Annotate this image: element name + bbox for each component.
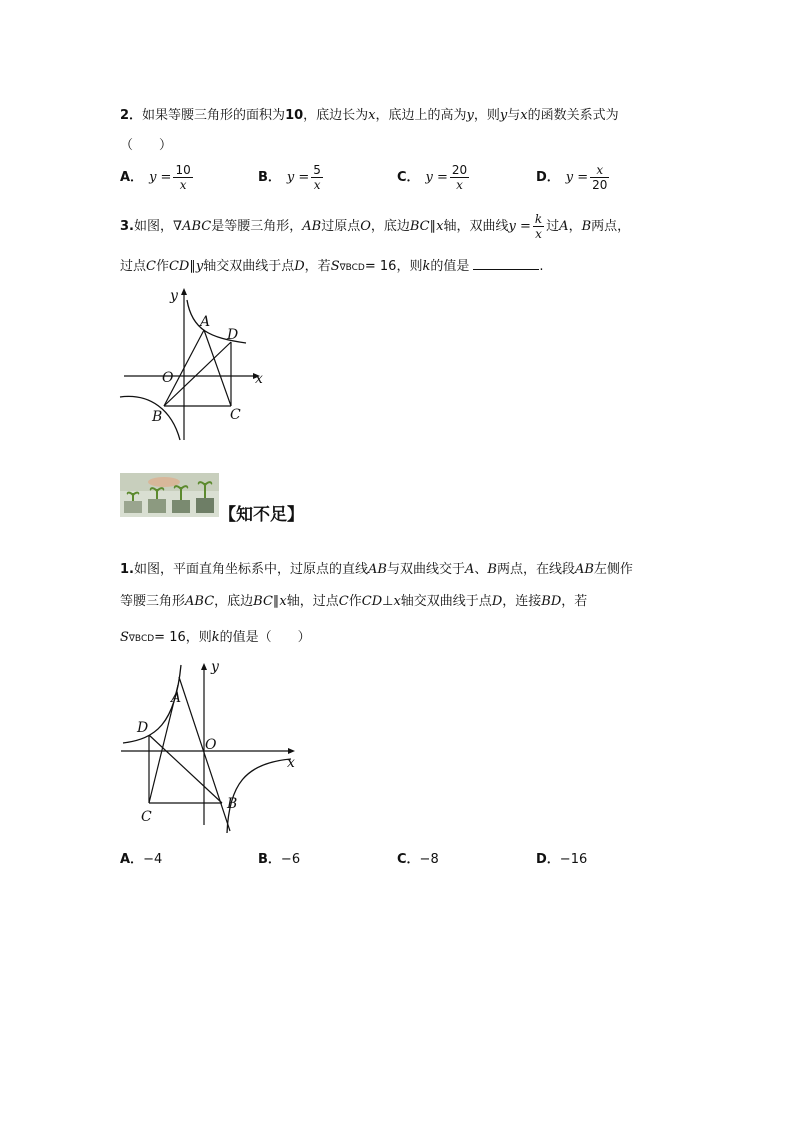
q2-paren: （ ） <box>120 138 173 153</box>
math: D <box>294 259 305 274</box>
math: k <box>211 630 220 645</box>
x-axis-arrow <box>288 748 295 754</box>
label-b: B <box>227 796 238 812</box>
math: D <box>491 594 503 609</box>
denominator: x <box>535 227 542 241</box>
text: 两点，在线段 <box>496 562 575 577</box>
answer-blank[interactable] <box>473 257 539 270</box>
label-d: D <box>227 327 239 343</box>
text: ，若 <box>304 259 331 274</box>
math: O <box>360 219 371 234</box>
y-axis-arrow <box>201 663 207 670</box>
math: AB <box>302 219 322 234</box>
math: CD <box>361 594 383 609</box>
q2-text-f: 的函数关系式为 <box>527 108 619 123</box>
option-label: D． <box>536 170 560 185</box>
q2-text-c: ，底边上的高为 <box>375 108 467 123</box>
math: S <box>330 259 340 274</box>
math: x <box>279 594 287 609</box>
text: 的值是（ ） <box>219 630 311 645</box>
q2-option-a[interactable] <box>120 163 195 192</box>
p1-stem-line1 <box>120 558 633 577</box>
q2-stem <box>120 104 619 123</box>
math: = 16 <box>364 259 397 274</box>
fraction <box>173 163 192 192</box>
math: BC <box>253 594 273 609</box>
option-label: C． <box>397 852 420 867</box>
text: 过点 <box>120 259 147 274</box>
math: x <box>393 594 401 609</box>
option-label: A． <box>120 170 144 185</box>
math: ABC <box>185 594 215 609</box>
text: 作 <box>348 594 362 609</box>
p1-number: 1. <box>120 562 134 577</box>
math-subscript: ∇BCD <box>128 634 155 644</box>
p1-option-d[interactable] <box>536 848 587 867</box>
fraction <box>533 212 544 241</box>
math-subscript: ∇BCD <box>339 263 365 273</box>
label-c: C <box>230 407 241 423</box>
p1-stem-line2 <box>120 590 587 609</box>
text: 、 <box>474 562 488 577</box>
text: ，底边 <box>370 219 410 234</box>
q2-text-d: ，则 <box>473 108 500 123</box>
q2-text-a: 如果等腰三角形的面积为 <box>142 108 286 123</box>
option-label: D． <box>536 852 560 867</box>
option-label: B． <box>258 852 281 867</box>
text: 等腰三角形 <box>120 594 186 609</box>
label-x: x <box>287 755 295 771</box>
math: BC <box>409 219 430 234</box>
q2-option-c[interactable] <box>397 163 471 192</box>
math: B <box>487 562 497 577</box>
math: y = <box>508 219 531 234</box>
numerator: 10 <box>175 163 191 177</box>
option-lhs: y = <box>286 170 310 185</box>
numerator: 5 <box>313 163 321 177</box>
q3-number: 3. <box>120 219 134 234</box>
q2-var-y: y <box>466 108 474 123</box>
y-axis-arrow <box>181 288 187 295</box>
math: CD <box>168 259 190 274</box>
label-y: y <box>211 659 219 675</box>
math: A <box>464 562 475 577</box>
figure-1 <box>110 280 280 445</box>
p1-stem-line3 <box>120 626 311 645</box>
text: ⊥ <box>382 594 394 609</box>
text: ，若 <box>561 594 588 609</box>
q2-var-y2: y <box>499 108 508 123</box>
text: . <box>539 259 544 274</box>
figure-2 <box>115 655 305 833</box>
option-value: −6 <box>280 852 301 867</box>
plant-coins-banner-icon <box>120 473 219 517</box>
option-lhs: y = <box>149 170 172 185</box>
segment-bd <box>164 342 231 406</box>
text: 两点， <box>591 219 631 234</box>
denominator: 20 <box>592 178 608 192</box>
text: 轴交双曲线于点 <box>203 259 295 274</box>
text: 与双曲线交于 <box>386 562 465 577</box>
math: AB <box>574 562 594 577</box>
text: ，则 <box>396 259 423 274</box>
denominator: x <box>456 178 463 192</box>
text: 如图，平面直角坐标系中，过原点的直线 <box>133 562 368 577</box>
text: 轴，双曲线 <box>443 219 509 234</box>
math: S <box>120 630 129 645</box>
text: ，连接 <box>502 594 542 609</box>
text: ∥ <box>429 219 437 234</box>
math: x <box>436 219 444 234</box>
math: = 16 <box>154 630 186 645</box>
q2-var-x: x <box>368 108 376 123</box>
p1-option-b[interactable] <box>258 848 300 867</box>
q2-area: 10 <box>285 108 304 123</box>
text: ，则 <box>185 630 212 645</box>
option-label: C． <box>397 170 420 185</box>
option-label: B． <box>258 170 281 185</box>
q2-number: 2． <box>120 108 143 123</box>
text: 过 <box>546 219 560 234</box>
q2-text-b: ，底边长为 <box>303 108 369 123</box>
option-value: −8 <box>419 852 439 867</box>
math: y <box>195 259 204 274</box>
label-x: x <box>255 371 263 387</box>
q3-stem-line2 <box>120 255 544 274</box>
text: ∥ <box>272 594 280 609</box>
text: ， <box>568 219 582 234</box>
section-title: 【知不足】 <box>219 505 304 525</box>
denominator: x <box>179 178 187 192</box>
label-b: B <box>152 409 163 425</box>
text: ∥ <box>189 259 196 274</box>
text: 轴交双曲线于点 <box>400 594 492 609</box>
fraction <box>450 163 469 192</box>
p1-option-c[interactable] <box>397 848 439 867</box>
option-lhs: y = <box>565 170 589 185</box>
p1-option-a[interactable] <box>120 848 162 867</box>
q2-option-d[interactable] <box>536 163 611 192</box>
option-lhs: y = <box>425 170 448 185</box>
label-c: C <box>141 809 152 825</box>
label-o: O <box>205 737 217 753</box>
text: 过原点 <box>321 219 361 234</box>
numerator: 20 <box>451 163 468 177</box>
math: AB <box>368 562 387 577</box>
math: B <box>581 219 592 234</box>
option-label: A． <box>120 852 144 867</box>
hyperbola-branch-q3 <box>120 396 180 440</box>
label-d: D <box>137 720 149 736</box>
math: C <box>338 594 349 609</box>
fraction <box>311 163 323 192</box>
text: 作 <box>155 259 169 274</box>
q2-option-b[interactable] <box>258 163 325 192</box>
label-y: y <box>170 288 178 304</box>
math: C <box>146 259 156 274</box>
denominator: x <box>313 178 321 192</box>
numerator: x <box>590 163 609 178</box>
text: 轴，过点 <box>286 594 339 609</box>
text: 左侧作 <box>593 562 633 577</box>
math: ∇ABC <box>173 219 212 234</box>
label-a: A <box>171 690 182 706</box>
text: 如图， <box>133 219 173 234</box>
q3-stem-line1 <box>120 212 630 241</box>
label-a: A <box>200 314 211 330</box>
math: A <box>559 219 569 234</box>
q2-var-x2: x <box>520 108 528 123</box>
text: ，底边 <box>214 594 254 609</box>
numerator: k <box>534 212 543 226</box>
text: 是等腰三角形， <box>211 219 303 234</box>
math: k <box>422 259 431 274</box>
math: BD <box>541 594 562 609</box>
fraction <box>590 163 609 192</box>
q2-text-e: 与 <box>507 108 521 123</box>
option-value: −16 <box>559 852 588 867</box>
text: 的值是 <box>430 259 470 274</box>
option-value: −4 <box>143 852 163 867</box>
label-o: O <box>162 370 174 386</box>
